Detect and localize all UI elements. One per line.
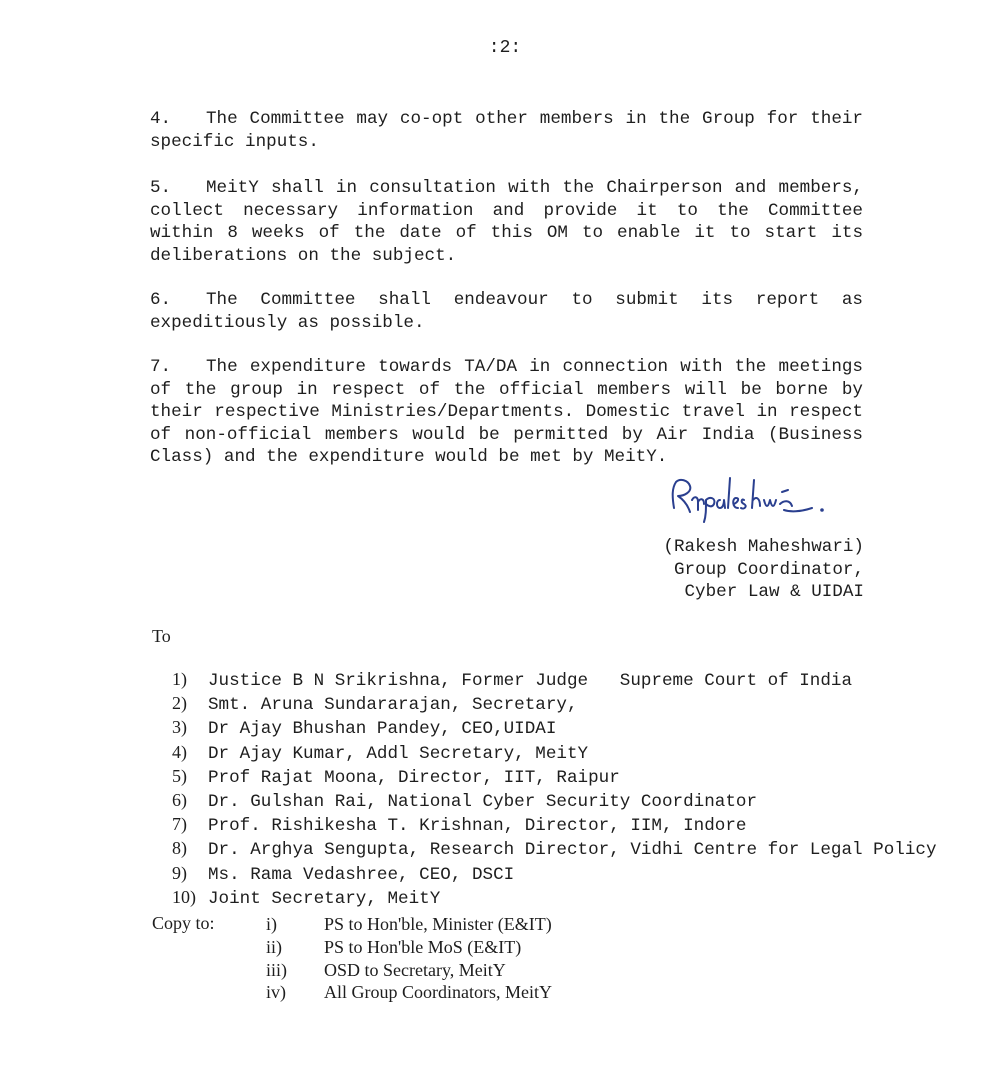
recipient-text: Prof. Rishikesha T. Krishnan, Director, IIM, Indore <box>208 816 747 837</box>
copy-text: PS to Hon'ble, Minister (E&IT) <box>324 914 552 934</box>
copy-number: iii) <box>266 959 287 980</box>
list-item <box>172 741 937 765</box>
copy-number: ii) <box>266 936 282 957</box>
paragraph-text: The Committee may co-opt other members in the Group for their specific inputs. <box>150 109 863 152</box>
list-item <box>172 789 937 813</box>
copy-number: iv) <box>266 982 286 1003</box>
list-item <box>266 981 552 1004</box>
paragraph-text: MeitY shall in consultation with the Chairperson and members, collect necessary information and provide it to the Committee within 8 weeks of the date of this OM to enable it to start its deliberations on the subject. <box>150 178 863 266</box>
list-item <box>172 813 937 837</box>
to-label: To <box>152 626 171 646</box>
copy-to-label: Copy to: <box>152 913 215 933</box>
recipient-number: 2) <box>172 693 187 714</box>
signatory-name: (Rakesh Maheshwari) <box>663 537 864 557</box>
list-item <box>172 837 937 861</box>
recipient-number: 4) <box>172 741 187 762</box>
copy-number: i) <box>266 914 277 934</box>
copy-text: PS to Hon'ble MoS (E&IT) <box>324 936 522 957</box>
paragraph-number: 4. <box>150 109 172 129</box>
signature-block <box>663 536 864 604</box>
list-item <box>172 886 937 910</box>
list-item <box>172 862 937 886</box>
copy-text: All Group Coordinators, MeitY <box>324 982 552 1003</box>
recipient-number: 3) <box>172 717 187 738</box>
page-number: :2: <box>488 38 522 58</box>
recipient-text: Dr. Gulshan Rai, National Cyber Security Coordinator <box>208 792 758 813</box>
paragraph-7 <box>150 356 863 469</box>
recipient-text: Smt. Aruna Sundararajan, Secretary, <box>208 695 578 716</box>
recipient-text: Dr Ajay Bhushan Pandey, CEO,UIDAI <box>208 719 557 740</box>
paragraph-number: 7. <box>150 357 172 377</box>
list-item <box>172 668 937 692</box>
recipient-list <box>172 668 937 910</box>
copy-to-list <box>266 913 552 1004</box>
list-item <box>266 913 552 936</box>
paragraph-5 <box>150 177 863 267</box>
recipient-number: 10) <box>172 886 196 907</box>
recipient-text: Justice B N Srikrishna, Former Judge Supreme Court of India <box>208 671 853 691</box>
recipient-number: 5) <box>172 765 187 786</box>
list-item <box>172 716 937 740</box>
recipient-number: 9) <box>172 862 187 883</box>
recipient-text: Joint Secretary, MeitY <box>208 888 441 909</box>
recipient-number: 8) <box>172 838 187 859</box>
signatory-designation: Group Coordinator, <box>673 559 864 580</box>
recipient-text: Prof Rajat Moona, Director, IIT, Raipur <box>208 767 620 788</box>
recipient-number: 1) <box>172 669 187 689</box>
signatory-division: Cyber Law & UIDAI <box>684 582 864 602</box>
copy-text: OSD to Secretary, MeitY <box>324 959 506 980</box>
paragraph-text: The expenditure towards TA/DA in connection with the meetings of the group in respect of the official members will be borne by their respective Ministries/Departments. Domestic travel in respect of non-official members would be permitted by Air India (Business Class) and the expenditure would be met by MeitY. <box>150 357 863 467</box>
paragraph-6 <box>150 289 863 334</box>
paragraph-text: The Committee shall endeavour to submit its report as expeditiously as possible. <box>150 290 863 333</box>
list-item <box>172 692 937 716</box>
recipient-text: Dr. Arghya Sengupta, Research Director, Vidhi Centre for Legal Policy <box>208 840 937 861</box>
list-item <box>266 936 552 959</box>
paragraph-number: 6. <box>150 290 172 310</box>
list-item <box>266 959 552 982</box>
paragraph-4 <box>150 108 863 153</box>
list-item <box>172 765 937 789</box>
paragraph-number: 5. <box>150 178 172 198</box>
recipient-number: 7) <box>172 814 187 835</box>
recipient-text: Ms. Rama Vedashree, CEO, DSCI <box>208 864 515 885</box>
handwritten-signature <box>664 470 854 530</box>
recipient-number: 6) <box>172 790 187 811</box>
recipient-text: Dr Ajay Kumar, Addl Secretary, MeitY <box>208 743 589 764</box>
